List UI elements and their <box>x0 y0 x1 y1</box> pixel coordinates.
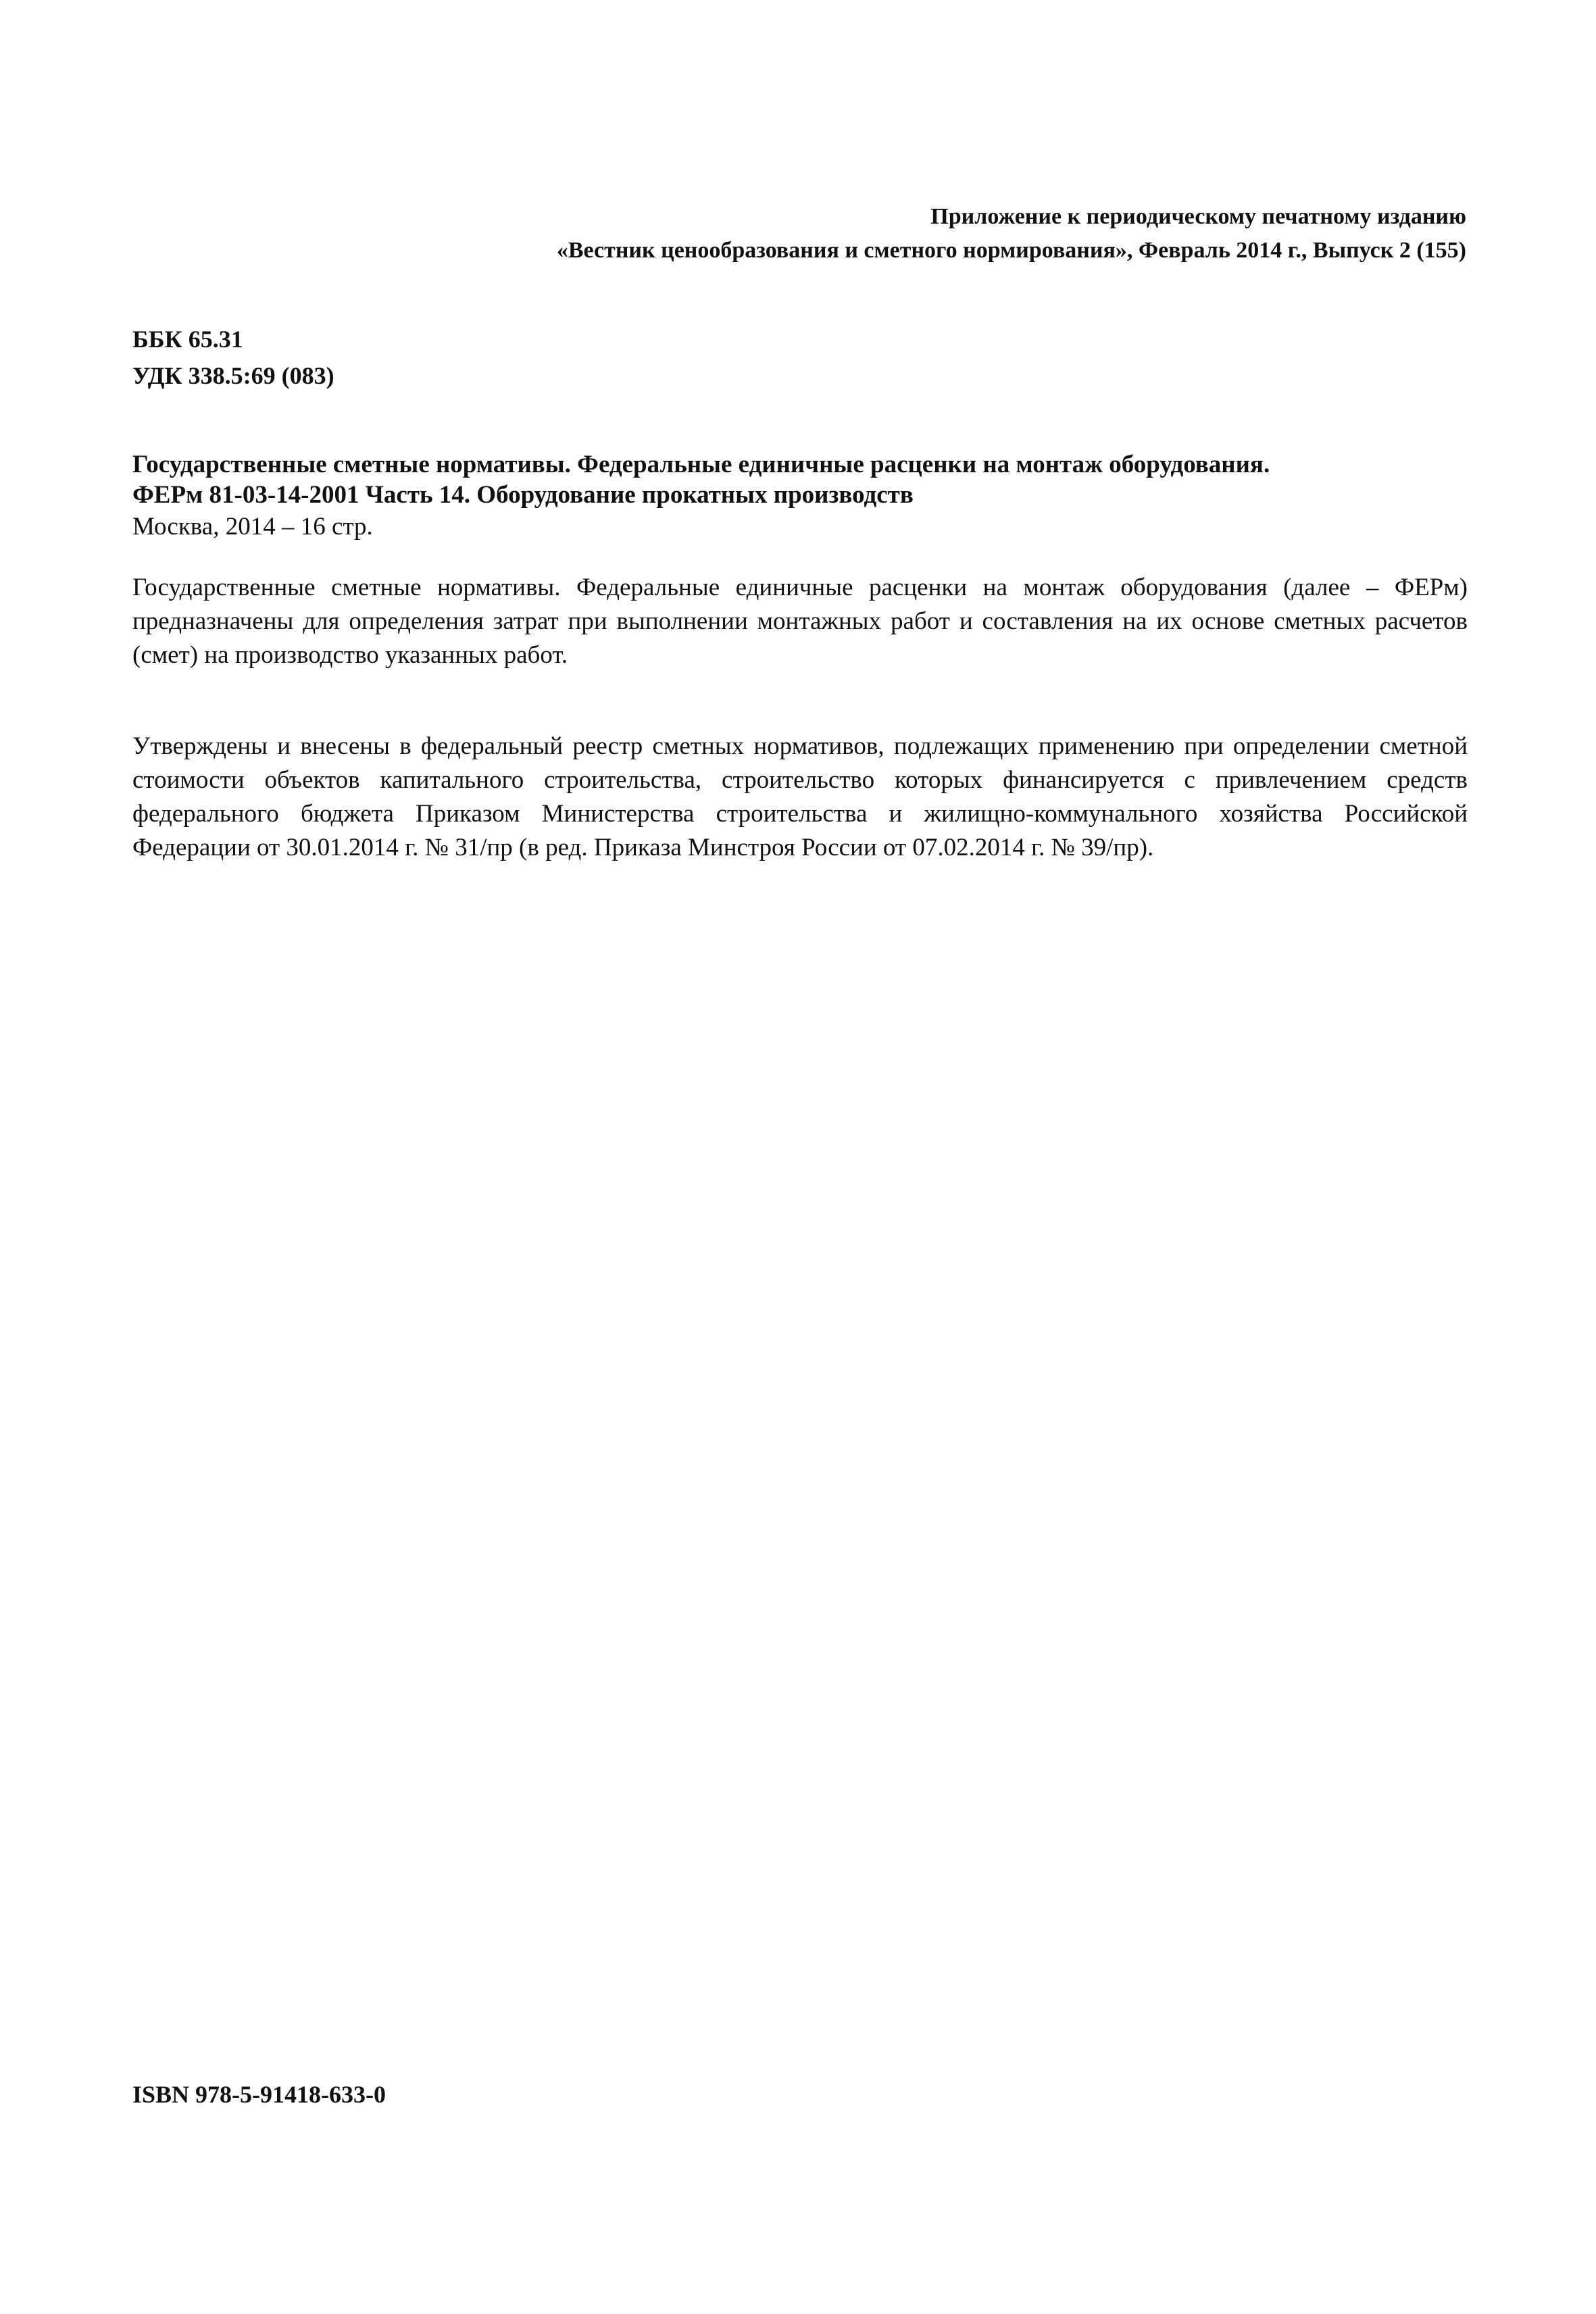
description-paragraph: Государственные сметные нормативы. Федеральные единичные расценки на монтаж оборудования (далее – ФЕРм) предназначены для определения затрат при выполнении монтажных работ и составления на их основе сметных расчетов (смет) на производство указанных работ. <box>132 574 1468 669</box>
title-line-1: Государственные сметные нормативы. Федеральные единичные расценки на монтаж оборудования. <box>132 451 1270 478</box>
document-title-block <box>132 449 1470 542</box>
header-line-appendix: Приложение к периодическому печатному изданию <box>930 204 1466 229</box>
bbk-code: ББК 65.31 <box>132 326 243 353</box>
udk-code: УДК 338.5:69 (083) <box>132 362 334 389</box>
header-line-periodical: «Вестник ценообразования и сметного нормирования», Февраль 2014 г., Выпуск 2 (155) <box>556 238 1466 263</box>
title-line-2: ФЕРм 81-03-14-2001 Часть 14. Оборудование прокатных производств <box>132 481 914 509</box>
isbn-number: ISBN 978-5-91418-633-0 <box>132 2081 386 2108</box>
classification-codes <box>132 321 334 394</box>
publication-header <box>432 200 1466 268</box>
imprint-line: Москва, 2014 – 16 стр. <box>132 513 373 540</box>
approval-paragraph: Утверждены и внесены в федеральный реестр сметных нормативов, подлежащих применению при определении сметной стоимости объектов капитального строительства, строительство которых финансируется с привлечением средств федерального бюджета Приказом Министерства строительства и жилищно-коммунального хозяйства Российской Федерации от 30.01.2014 г. № 31/пр (в ред. Приказа Минстроя России от 07.02.2014 г. № 39/пр). <box>132 732 1468 861</box>
